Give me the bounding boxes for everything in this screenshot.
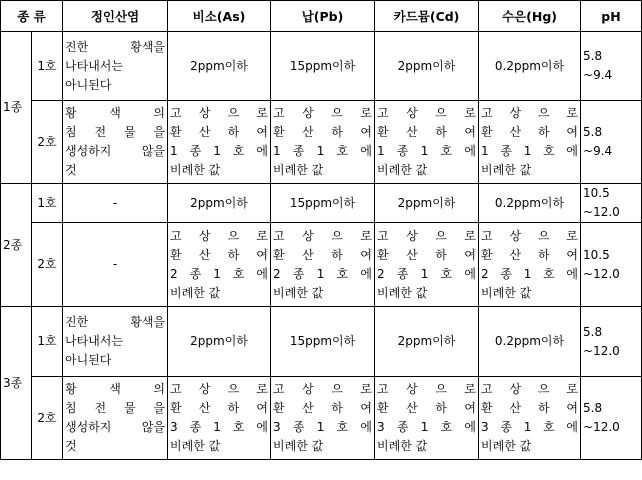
hg-line: 고 상 으 로 [481, 106, 579, 120]
hg-cell [479, 223, 581, 307]
as-line: 고 상 으 로 [170, 382, 269, 396]
ph-line: 5.8 [583, 49, 603, 63]
as-cell: 2ppm이하 [168, 307, 271, 377]
hg-line: 환 산 하 여 [481, 125, 579, 139]
acid-line: 진한 황색을 [65, 315, 166, 329]
as-line: 고 상 으 로 [170, 106, 269, 120]
pb-line: 환 산 하 여 [273, 125, 373, 139]
pb-cell: 15ppm이하 [271, 32, 375, 101]
hg-cell [479, 377, 581, 460]
cd-cell [375, 377, 479, 460]
hg-cell: 0.2ppm이하 [479, 32, 581, 101]
ph-line: ~12.0 [583, 420, 620, 434]
pb-line: 비례한 값 [273, 285, 324, 300]
sub-label: 2호 [32, 223, 63, 307]
pb-cell [271, 223, 375, 307]
sub-label: 1호 [32, 32, 63, 101]
as-line: 2 종 1 호 에 [170, 266, 269, 281]
as-cell [168, 377, 271, 460]
acid-line: 나타내서는 [65, 334, 123, 348]
ph-cell [581, 223, 642, 307]
hg-line: 환 산 하 여 [481, 401, 579, 415]
ph-cell [581, 32, 642, 101]
table-row [1, 307, 642, 377]
hg-line: 고 상 으 로 [481, 382, 579, 396]
acid-line: 침 전 물 을 [65, 125, 166, 139]
acid-cell: - [63, 223, 168, 307]
as-line: 3 종 1 호 에 [170, 420, 269, 434]
ph-cell [581, 184, 642, 223]
ph-line: ~9.4 [583, 144, 613, 158]
pb-cell: 15ppm이하 [271, 307, 375, 377]
ph-line: ~12.0 [583, 343, 620, 358]
as-cell [168, 223, 271, 307]
hg-line: 비례한 값 [481, 439, 532, 453]
acid-line: 생성하지 않을 [65, 420, 166, 434]
pb-line: 고 상 으 로 [273, 382, 373, 396]
as-cell: 2ppm이하 [168, 184, 271, 223]
cd-line: 비례한 값 [377, 439, 428, 453]
header-pb: 납(Pb) [271, 1, 375, 32]
cd-cell: 2ppm이하 [375, 184, 479, 223]
ph-line: ~12.0 [583, 205, 620, 219]
as-line: 1 종 1 호 에 [170, 144, 269, 158]
table-row [1, 32, 642, 101]
cd-line: 환 산 하 여 [377, 401, 477, 415]
hg-line: 비례한 값 [481, 163, 532, 177]
ph-line: 5.8 [583, 125, 603, 139]
pb-line: 비례한 값 [273, 163, 324, 177]
pb-line: 환 산 하 여 [273, 401, 373, 415]
as-line: 비례한 값 [170, 285, 221, 300]
pb-line: 3 종 1 호 에 [273, 420, 373, 434]
group-label-3: 3종 [1, 307, 32, 460]
pb-line: 2 종 1 호 에 [273, 266, 373, 281]
cd-line: 환 산 하 여 [377, 247, 477, 262]
acid-line: 황 색 의 [65, 382, 166, 396]
cd-line: 고 상 으 로 [377, 228, 477, 243]
sub-label: 2호 [32, 101, 63, 184]
acid-line: 것 [65, 163, 77, 177]
ph-line: 5.8 [583, 324, 603, 339]
ph-cell [581, 377, 642, 460]
cd-line: 고 상 으 로 [377, 106, 477, 120]
hg-line: 1 종 1 호 에 [481, 144, 579, 158]
cd-line: 환 산 하 여 [377, 125, 477, 139]
ph-line: 10.5 [583, 186, 610, 200]
header-kind: 종 류 [1, 1, 63, 32]
ph-cell [581, 101, 642, 184]
hg-cell: 0.2ppm이하 [479, 307, 581, 377]
group-label-2: 2종 [1, 184, 32, 307]
cd-line: 비례한 값 [377, 163, 428, 177]
acid-line: 것 [65, 439, 77, 453]
acid-line: 아니된다 [65, 353, 112, 367]
acid-cell: - [63, 184, 168, 223]
cd-cell: 2ppm이하 [375, 32, 479, 101]
acid-line: 침 전 물 을 [65, 401, 166, 415]
table-row [1, 184, 642, 223]
pb-line: 고 상 으 로 [273, 106, 373, 120]
as-line: 환 산 하 여 [170, 401, 269, 415]
table-row [1, 377, 642, 460]
cd-line: 고 상 으 로 [377, 382, 477, 396]
acid-cell [63, 32, 168, 101]
pb-line: 환 산 하 여 [273, 247, 373, 262]
acid-line: 나타내서는 [65, 58, 123, 73]
acid-line: 생성하지 않을 [65, 144, 166, 158]
sub-label: 1호 [32, 307, 63, 377]
table-row [1, 101, 642, 184]
acid-line: 아니된다 [65, 77, 112, 92]
header-cd: 카드뮴(Cd) [375, 1, 479, 32]
cd-line: 1 종 1 호 에 [377, 144, 477, 158]
sub-label: 2호 [32, 377, 63, 460]
cd-line: 비례한 값 [377, 285, 428, 300]
hg-cell: 0.2ppm이하 [479, 184, 581, 223]
acid-cell [63, 101, 168, 184]
table-row [1, 223, 642, 307]
acid-line: 황 색 의 [65, 106, 166, 120]
acid-cell [63, 377, 168, 460]
pb-cell: 15ppm이하 [271, 184, 375, 223]
pb-line: 비례한 값 [273, 439, 324, 453]
ph-line: 10.5 [583, 247, 610, 262]
as-cell: 2ppm이하 [168, 32, 271, 101]
header-as: 비소(As) [168, 1, 271, 32]
cd-cell [375, 101, 479, 184]
pb-line: 1 종 1 호 에 [273, 144, 373, 158]
header-hg: 수은(Hg) [479, 1, 581, 32]
header-acid: 정인산염 [63, 1, 168, 32]
as-line: 환 산 하 여 [170, 247, 269, 262]
group-label-1: 1종 [1, 32, 32, 184]
hg-cell [479, 101, 581, 184]
as-cell [168, 101, 271, 184]
as-line: 비례한 값 [170, 163, 221, 177]
ph-line: ~12.0 [583, 266, 620, 281]
pb-cell [271, 101, 375, 184]
pb-cell [271, 377, 375, 460]
as-line: 고 상 으 로 [170, 228, 269, 243]
ph-cell [581, 307, 642, 377]
hg-line: 환 산 하 여 [481, 247, 579, 262]
hg-line: 고 상 으 로 [481, 228, 579, 243]
hg-line: 비례한 값 [481, 285, 532, 300]
cd-cell: 2ppm이하 [375, 307, 479, 377]
header-row [1, 1, 642, 32]
acid-line: 진한 황색을 [65, 39, 166, 54]
hg-line: 2 종 1 호 에 [481, 266, 579, 281]
sub-label: 1호 [32, 184, 63, 223]
cd-line: 2 종 1 호 에 [377, 266, 477, 281]
cd-cell [375, 223, 479, 307]
ph-line: 5.8 [583, 401, 603, 415]
ph-line: ~9.4 [583, 68, 613, 82]
pb-line: 고 상 으 로 [273, 228, 373, 243]
cd-line: 3 종 1 호 에 [377, 420, 477, 434]
hg-line: 3 종 1 호 에 [481, 420, 579, 434]
as-line: 환 산 하 여 [170, 125, 269, 139]
as-line: 비례한 값 [170, 439, 221, 453]
header-ph: pH [581, 1, 642, 32]
acid-cell [63, 307, 168, 377]
